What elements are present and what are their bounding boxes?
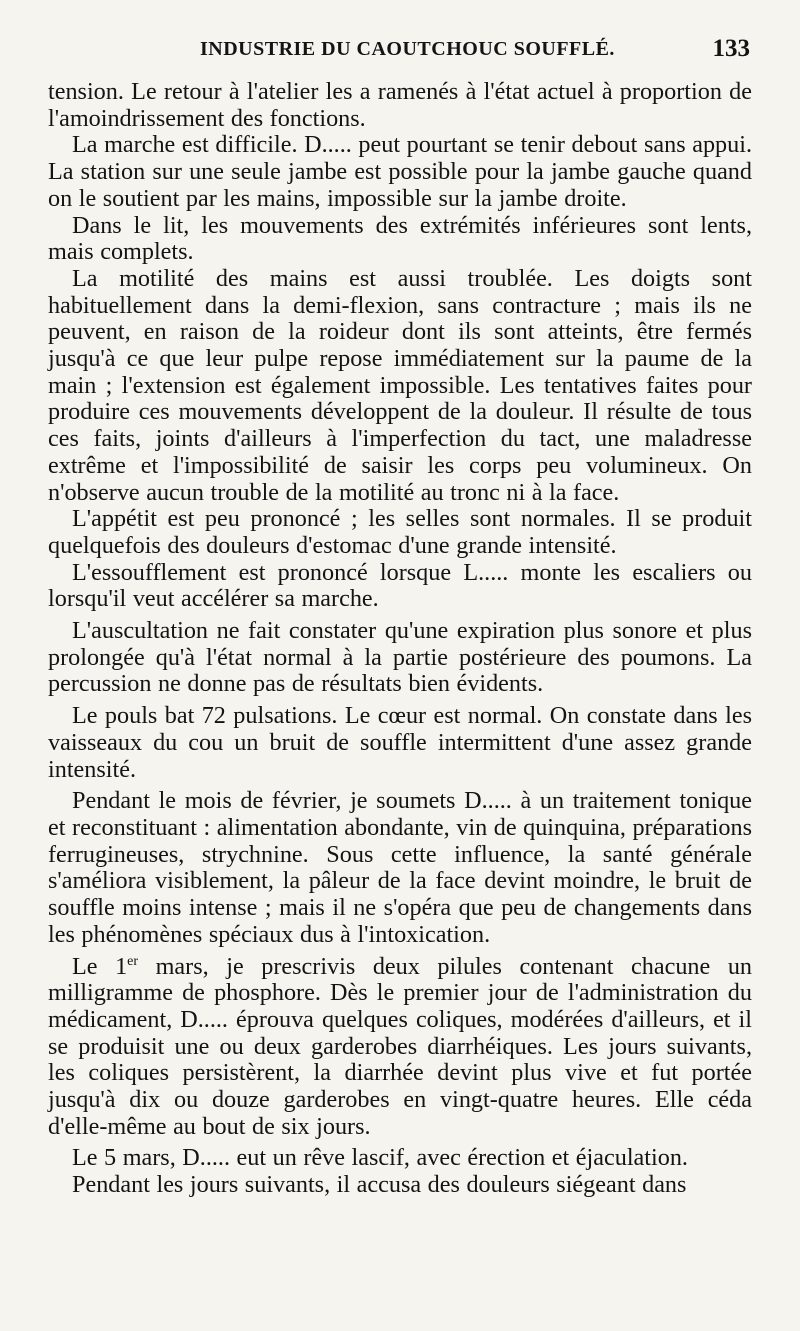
- paragraph-rest: mars, je prescrivis deux pilules contenant chacune un milligramme de phosphore. Dès le premier jour de l'administration du médicament, D..... éprouva quelques coliques, modérées d'ailleurs, et il se produisit une ou deux garderobes diarrhéiques. Les jours suivants, les coliques persistèrent, la diarrhée devint plus vive et fut portée jusqu'à dix ou douze garderobes en vingt-quatre heures. Elle céda d'elle-même au bout de six jours.: [48, 952, 753, 1140]
- paragraph: L'appétit est peu prononcé ; les selles sont normales. Il se produit quelquefois des douleurs d'estomac d'une grande intensité.: [48, 505, 752, 559]
- paragraph: Pendant le mois de février, je soumets D..... à un traitement tonique et reconstituant : alimentation abondante, vin de quinquina, préparations ferrugineuses, strychnine. Sous cette influence, la santé générale s'améliora visiblement, la pâleur de la face devint moindre, le bruit de souffle moins intense ; mais il ne s'opéra que peu de changements dans les phénomènes spéciaux dus à l'intoxication.: [48, 787, 752, 948]
- paragraph: L'auscultation ne fait constater qu'une expiration plus sonore et plus prolongée qu'à l'état normal à la partie postérieure des poumons. La percussion ne donne pas de résultats bien évidents.: [48, 617, 752, 698]
- superscript: er: [127, 953, 139, 969]
- body-text: [48, 79, 752, 1199]
- paragraph: Le 5 mars, D..... eut un rêve lascif, avec érection et éjaculation.: [72, 1144, 688, 1172]
- paragraph: La marche est difficile. D..... peut pourtant se tenir debout sans appui. La station sur une seule jambe est possible pour la jambe gauche quand on le soutient par les mains, impossible sur la jambe droite.: [48, 131, 752, 212]
- paragraph: Le pouls bat 72 pulsations. Le cœur est normal. On constate dans les vaisseaux du cou un bruit de souffle intermittent d'une assez grande intensité.: [48, 702, 752, 783]
- paragraph: Dans le lit, les mouvements des extrémités inférieures sont lents, mais complets.: [48, 211, 752, 266]
- paragraph-start: Le 1: [72, 952, 128, 980]
- paragraph: L'essoufflement est prononcé lorsque L..... monte les escaliers ou lorsqu'il veut accélérer sa marche.: [48, 558, 752, 613]
- paragraph: tension. Le retour à l'atelier les a ramenés à l'état actuel à proportion de l'amoindrissement des fonctions.: [48, 78, 752, 132]
- paragraph: La motilité des mains est aussi troublée. Les doigts sont habituellement dans la demi-flexion, sans contracture ; mais ils ne peuvent, en raison de la roideur dont ils sont atteints, être fermés jusqu'à ce que leur pulpe repose immédiatement sur la paume de la main ; l'extension est également impossible. Les tentatives faites pour produire ces mouvements développent de la douleur. Il résulte de tous ces faits, joints d'ailleurs à l'imperfection du tact, une maladresse extrême et l'impossibilité de saisir les corps peu volumineux. On n'observe aucun trouble de la motilité au tronc ni à la face.: [48, 264, 752, 506]
- paragraph: Pendant les jours suivants, il accusa des douleurs siégeant dans: [72, 1171, 687, 1199]
- running-head: [48, 35, 756, 68]
- running-title: INDUSTRIE DU CAOUTCHOUC SOUFFLÉ.: [200, 38, 615, 60]
- page-number: 133: [712, 35, 750, 62]
- paragraph: [48, 954, 752, 1141]
